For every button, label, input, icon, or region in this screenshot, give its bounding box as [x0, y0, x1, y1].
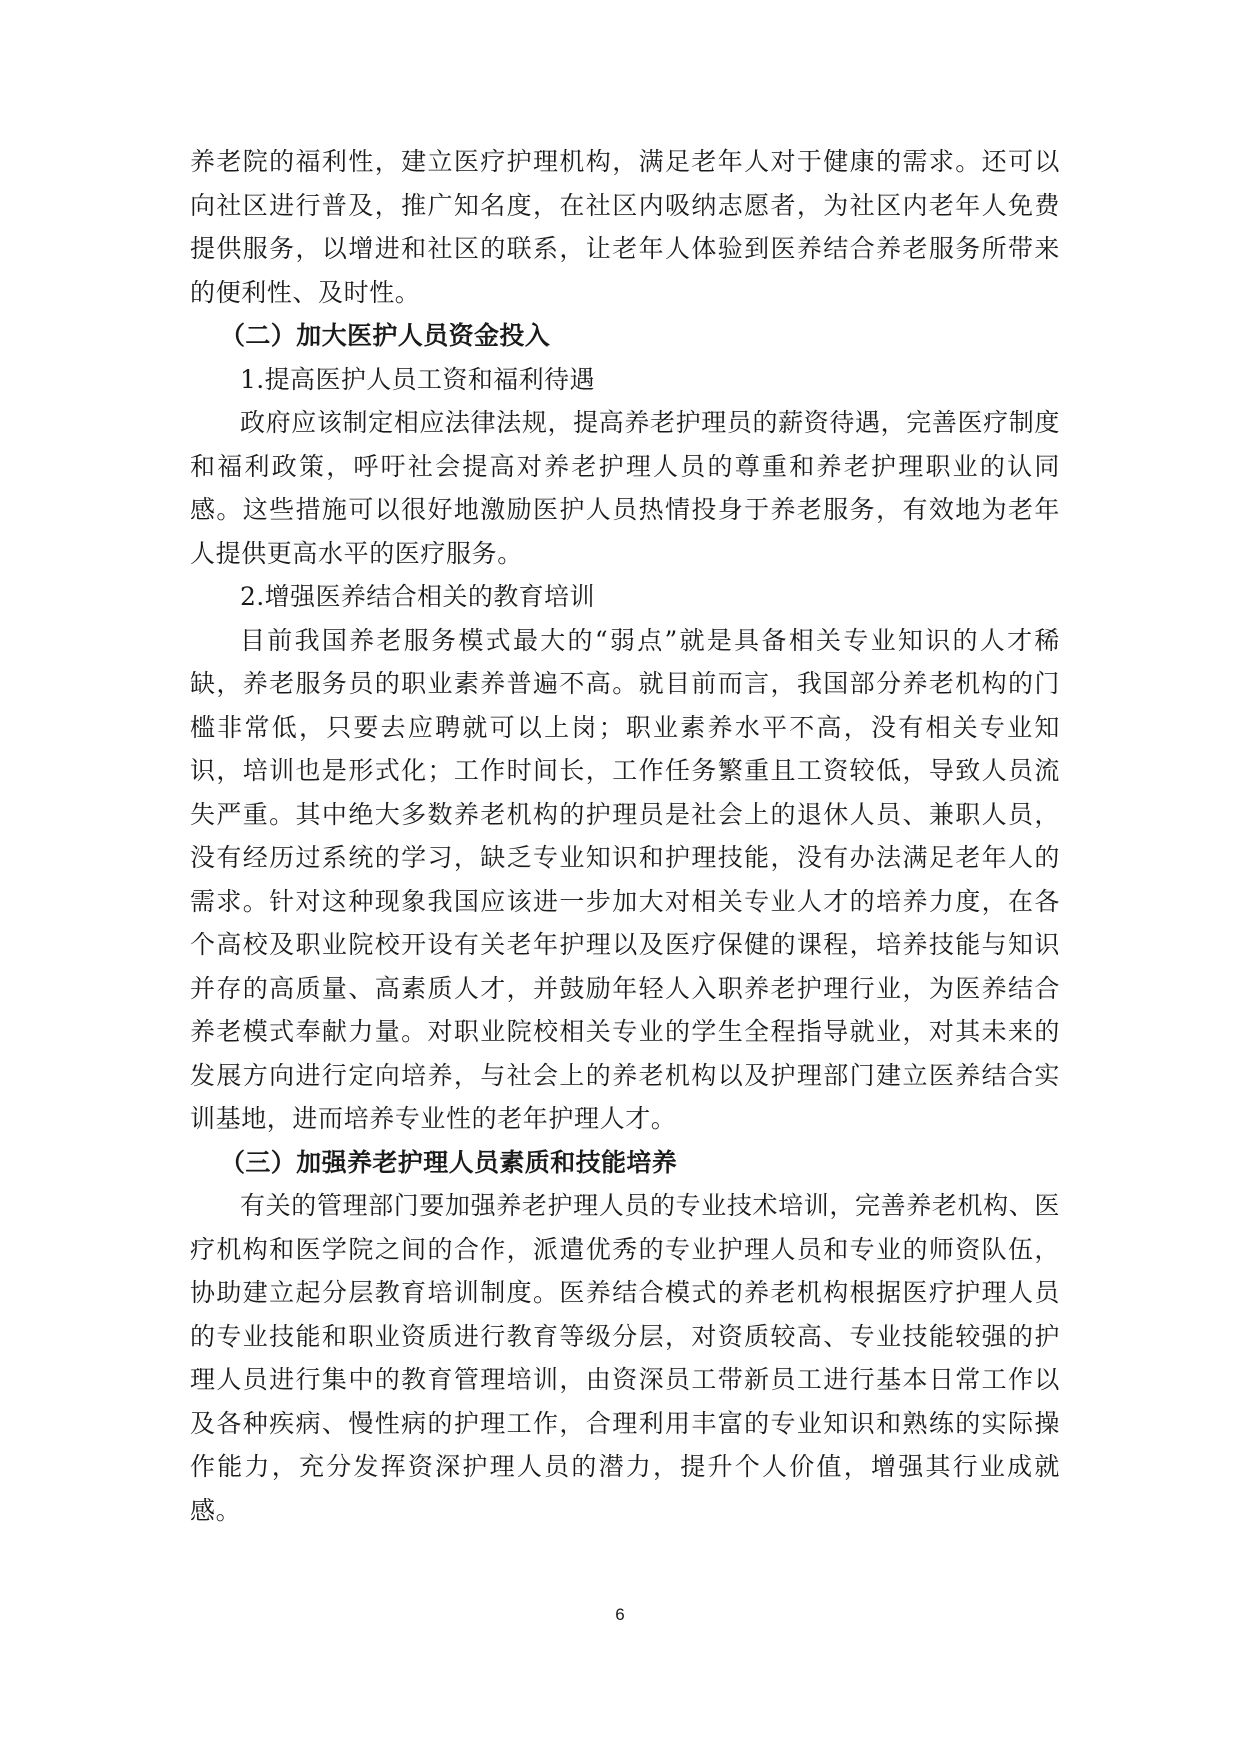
document-page [190, 140, 1060, 1532]
section-heading: （三）加强养老护理人员素质和技能培养 [220, 1147, 678, 1177]
section-heading: （二）加大医护人员资金投入 [220, 321, 551, 350]
body-paragraph: 目前我国养老服务模式最大的“弱点”就是具备相关专业知识的人才稀缺，养老服务员的职业素养普遍不高。就目前而言，我国部分养老机构的门槛非常低，只要去应聘就可以上岗；职业素养水平不高，没有相关专业知识，培训也是形式化；工作时间长，工作任务繁重且工资较低，导致人员流失严重。其中绝大多数养老机构的护理员是社会上的退休人员、兼职人员，没有经历过系统的学习，缺乏专业知识和护理技能，没有办法满足老年人的需求。针对这种现象我国应该进一步加大对相关专业人才的培养力度，在各个高校及职业院校开设有关老年护理以及医疗保健的课程，培养技能与知识并存的高质量、高素质人才，并鼓励年轻人入职养老护理行业，为医养结合养老模式奉献力量。对职业院校相关专业的学生全程指导就业，对其未来的发展方向进行定向培养，与社会上的养老机构以及护理部门建立医养结合实训基地，进而培养专业性的老年护理人才。 [190, 625, 1060, 1133]
subsection-heading: 2.增强医养结合相关的教育培训 [240, 582, 595, 611]
subsection-heading: 1.提高医护人员工资和福利待遇 [240, 364, 595, 394]
body-paragraph: 政府应该制定相应法律法规，提高养老护理员的薪资待遇，完善医疗制度和福利政策，呼吁社会提高对养老护理人员的尊重和养老护理职业的认同感。这些措施可以很好地激励医护人员热情投身于养老服务，有效地为老年人提供更高水平的医疗服务。 [190, 408, 1060, 568]
page-number: 6 [615, 1605, 625, 1624]
body-paragraph: 养老院的福利性，建立医疗护理机构，满足老年人对于健康的需求。还可以向社区进行普及，推广知名度，在社区内吸纳志愿者，为社区内老年人免费提供服务，以增进和社区的联系，让老年人体验到医养结合养老服务所带来的便利性、及时性。 [190, 147, 1060, 307]
body-paragraph: 有关的管理部门要加强养老护理人员的专业技术培训，完善养老机构、医疗机构和医学院之间的合作，派遣优秀的专业护理人员和专业的师资队伍，协助建立起分层教育培训制度。医养结合模式的养老机构根据医疗护理人员的专业技能和职业资质进行教育等级分层，对资质较高、专业技能较强的护理人员进行集中的教育管理培训，由资深员工带新员工进行基本日常工作以及各种疾病、慢性病的护理工作，合理利用丰富的专业知识和熟练的实际操作能力，充分发挥资深护理人员的潜力，提升个人价值，增强其行业成就感。 [190, 1191, 1060, 1525]
